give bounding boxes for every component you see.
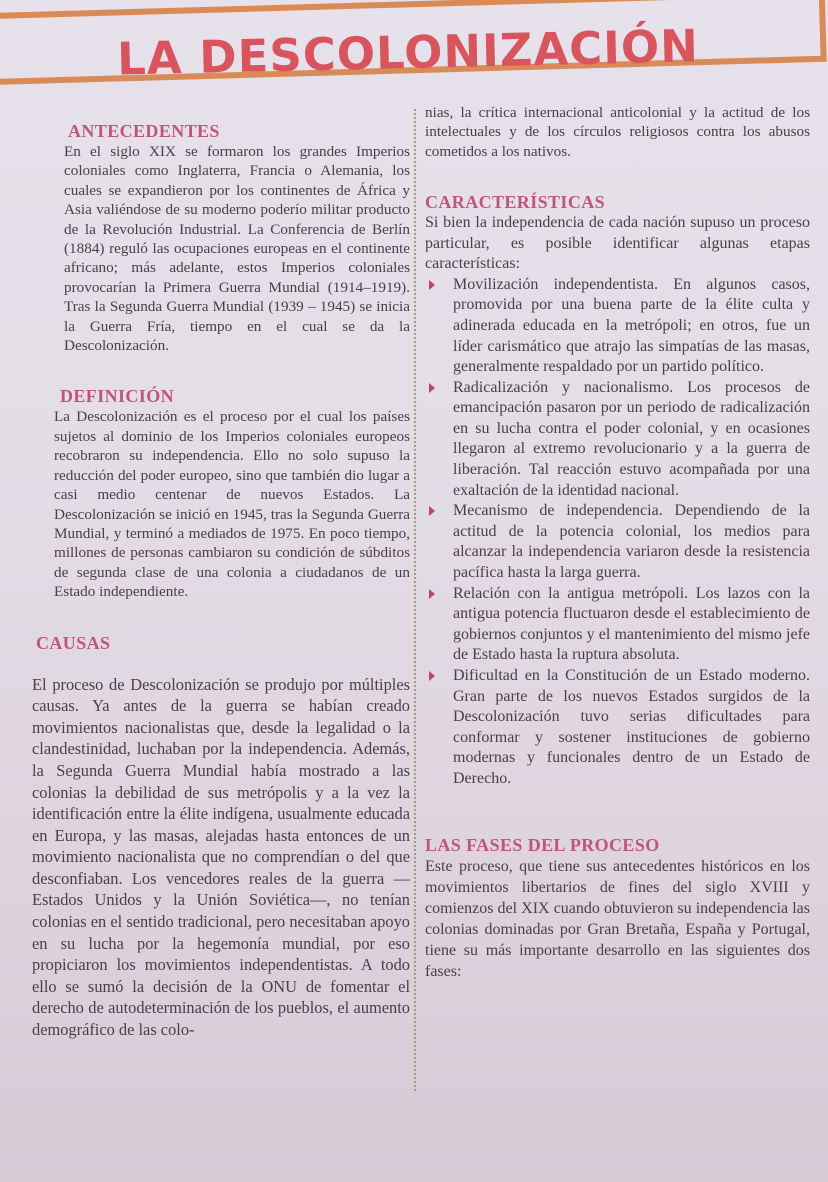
right-column	[425, 103, 810, 1000]
left-column	[20, 120, 410, 1059]
section-antecedentes	[20, 120, 410, 355]
section-caracteristicas	[425, 191, 810, 789]
heading-definicion: DEFINICIÓN	[60, 386, 175, 407]
paragraph-caracteristicas-intro: Si bien la independencia de cada nación supuso un proceso particular, es posible identificar algunas etapas características:	[425, 214, 810, 273]
page-title: LA DESCOLONIZACIÓN	[116, 19, 700, 86]
paragraph-causas: El proceso de Descolonización se produjo por múltiples causas. Ya antes de la guerra se habían creado movimientos nacionalistas que, desde la legalidad o la clandestinidad, luchaban por la independencia. Además, la Segunda Guerra Mundial había mostrado a las colonias la debilidad de sus metrópolis y a la vez la identificación entre la élite indígena, usualmente educada en Europa, y las masas, alejadas hasta entonces de un movimiento nacionalista que no comprendían o del que desconfiaban. Los vencedores reales de la guerra —Estados Unidos y la Unión Soviética—, no tenían colonias en el sentido tradicional, pero necesitaban apoyo en su lucha por la hegemonía mundial, por eso propiciaron los movimientos independentistas. A todo ello se sumó la decisión de la ONU de fomentar el derecho de autodeterminación de los pueblos, el aumento demográfico de las colo-	[32, 674, 410, 1040]
list-item: Relación con la antigua metrópoli. Los lazos con la antigua potencia fluctuaron desde el establecimiento de gobiernos conjuntos y el mantenimiento del mismo jefe de Estado hasta la ruptura absoluta.	[425, 584, 810, 666]
heading-fases: LAS FASES DEL PROCESO	[425, 834, 660, 855]
bullet-arrow-icon	[429, 383, 435, 393]
section-definicion	[20, 385, 410, 601]
column-divider	[413, 108, 417, 1093]
heading-causas: CAUSAS	[36, 632, 111, 653]
heading-antecedentes: ANTECEDENTES	[68, 121, 220, 141]
list-item: Movilización independentista. En algunos casos, promovida por una buena parte de la élite culta y adinerada educada en la metrópoli; en otros, fue un líder carismático que atrajo las simpatías de las masas, generalmente respaldado por un partido político.	[425, 275, 810, 378]
bullet-arrow-icon	[429, 280, 435, 290]
list-item: Radicalización y nacionalismo. Los procesos de emancipación pasaron por un periodo de radicalización en su lucha contra el poder colonial, y en ocasiones llegaron al extremo revolucionario y a la guerra de liberación. Tal reacción estuvo acompañada por una exaltación de la identidad nacional.	[425, 378, 810, 502]
bullet-arrow-icon	[429, 589, 435, 599]
section-fases	[425, 834, 810, 982]
paragraph-causas-continued: nias, la crítica internacional anticolonial y la actitud de los intelectuales y de los círculos religiosos contra los abusos cometidos a los nativos.	[425, 104, 810, 160]
section-causas	[20, 632, 410, 1041]
paragraph-antecedentes: En el siglo XIX se formaron los grandes Imperios coloniales como Inglaterra, Francia o Alemania, los cuales se expandieron por los continentes de África y Asia valiéndose de su moderno poderío militar producto de la Revolución Industrial. La Conferencia de Berlín (1884) reguló las ocupaciones europeas en el continente africano; más adelante, estos Imperios coloniales provocarían la Primera Guerra Mundial (1914–1919). Tras la Segunda Guerra Mundial (1939 – 1945) se inicia la Guerra Fría, tiempo en el cual se da la Descolonización.	[64, 143, 410, 355]
list-item: Dificultad en la Constitución de un Estado moderno. Gran parte de los nuevos Estados surgidos de la Descolonización tuvo serias dificultades para conformar y sostener instituciones de gobierno modernas y funcionales dentro de un Estado de Derecho.	[425, 666, 810, 790]
caracteristicas-list	[425, 275, 810, 790]
bullet-arrow-icon	[429, 671, 435, 681]
paragraph-definicion: La Descolonización es el proceso por el cual los países sujetos al dominio de los Imperios coloniales europeos recobraron su independencia. Ello no solo supuso la reducción del poder europeo, sino que también dio lugar a casi medio centenar de nuevos Estados. La Descolonización se inició en 1945, tras la Segunda Guerra Mundial, y terminó a mediados de 1975. En poco tiempo, millones de personas cambiaron su condición de súbditos de segunda clase de una colonia a ciudadanos de un Estado independiente.	[54, 408, 410, 601]
heading-caracteristicas: CARACTERÍSTICAS	[425, 192, 606, 213]
list-item: Mecanismo de independencia. Dependiendo de la actitud de la potencia colonial, los medios para alcanzar la independencia variaron desde la resistencia pacífica hasta la larga guerra.	[425, 501, 810, 583]
bullet-arrow-icon	[429, 506, 435, 516]
paragraph-fases: Este proceso, que tiene sus antecedentes históricos en los movimientos libertarios de fines del siglo XVIII y comienzos del XIX cuando obtuvieron su independencia las colonias dominadas por Gran Bretaña, España y Portugal, tiene su más importante desarrollo en las siguientes dos fases:	[425, 857, 810, 980]
